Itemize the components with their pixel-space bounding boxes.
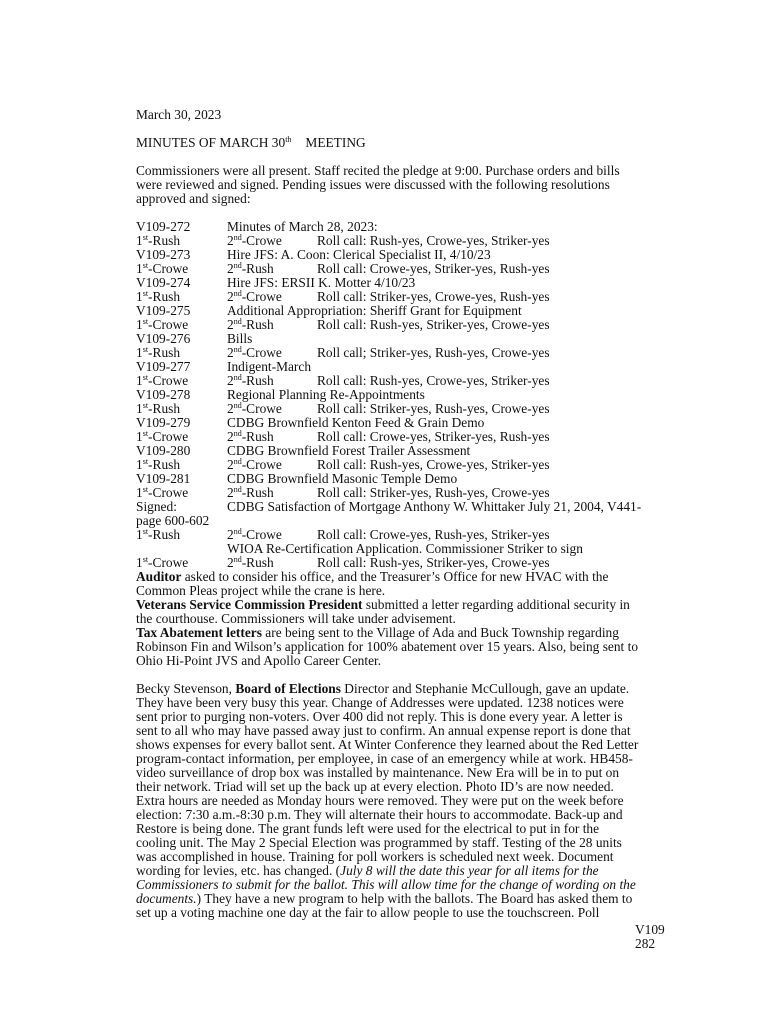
resolution-row <box>136 248 711 262</box>
roll-call: Roll call: Rush-yes, Crowe-yes, Striker-yes <box>317 457 550 472</box>
resolution-desc: Hire JFS: ERSII K. Motter 4/10/23 <box>227 275 416 290</box>
resolution-id: V109-280 <box>136 443 191 458</box>
first-mover: 1st-Rush <box>136 233 181 248</box>
second-mover: 2nd-Crowe <box>227 527 282 542</box>
elections-paragraph: Becky Stevenson, Board of Elections Director and Stephanie McCullough, gave an update. They have been very busy this year. Change of Addresses were updated. 1238 notices were sent prior to purging non-voters. Over 400 did not reply. This is done every year. A letter is sent to all who may have passed away just to confirm. An annual expense report is done that shows expenses for every ballot sent. At Winter Conference they learned about the Red Letter program-contact information, per employee, in case of an emergency while at work. HB458- video surveillance of drop box was installed by maintenance. New Era will be in to put on their network. Triad will set up the back up at every election. Photo ID’s are now needed. Extra hours are needed as Monday hours were removed. They were put on the week before election: 7:30 a.m.-8:30 p.m. They will alternate their hours to accommodate. Back-up and Restore is being done. The grant funds left were used for the electrical to put in for the cooling unit. The May 2 Special Election was programmed by staff. Testing of the 28 units was accomplished in house. Training for poll workers is scheduled next week. Document wording for levies, etc. has changed. (July 8 will the date this year for all items for the Commissioners to submit for the ballot. This will allow time for the change of wording on the documents.) They have a new program to help with the ballots. The Board has asked them to set up a voting machine one day at the fair to allow people to use the touchscreen. Poll <box>136 681 639 920</box>
roll-call: Roll call: Rush-yes, Crowe-yes, Striker-yes <box>317 233 550 248</box>
first-mover: 1st-Crowe <box>136 373 189 388</box>
resolution-row <box>136 444 711 458</box>
resolution-vote-row <box>136 402 711 416</box>
roll-call: Roll call: Striker-yes, Rush-yes, Crowe-yes <box>317 401 550 416</box>
minutes-page <box>136 108 711 920</box>
first-mover: 1st-Crowe <box>136 429 189 444</box>
roll-call: Roll call: Striker-yes, Crowe-yes, Rush-yes <box>317 289 550 304</box>
roll-call: Roll call: Rush-yes, Striker-yes, Crowe-yes <box>317 555 550 570</box>
second-mover: 2nd-Rush <box>227 485 274 500</box>
heading-text: MINUTES OF MARCH 30 <box>136 135 286 150</box>
resolution-desc: Bills <box>227 331 253 346</box>
first-mover: 1st-Rush <box>136 527 181 542</box>
resolution-row <box>136 304 711 318</box>
first-mover: 1st-Crowe <box>136 485 189 500</box>
veterans-bold: Veterans Service Commission President <box>136 597 363 612</box>
resolution-vote-row <box>136 262 711 276</box>
second-mover: 2nd-Rush <box>227 373 274 388</box>
signed-desc-cont: page 600-602 <box>136 513 210 528</box>
resolution-desc: Additional Appropriation: Sheriff Grant for Equipment <box>227 303 522 318</box>
auditor-paragraph: Auditor asked to consider his office, and the Treasurer’s Office for new HVAC with the Common Pleas project while the crane is here. <box>136 569 609 598</box>
resolution-desc: Hire JFS: A. Coon: Clerical Specialist II, 4/10/23 <box>227 247 491 262</box>
resolution-vote-row <box>136 346 711 360</box>
roll-call: Roll call: Rush-yes, Crowe-yes, Striker-yes <box>317 373 550 388</box>
first-mover: 1st-Crowe <box>136 555 189 570</box>
roll-call: Roll call; Striker-yes, Rush-yes, Crowe-yes <box>317 345 550 360</box>
resolution-id: V109-278 <box>136 387 191 402</box>
first-mover: 1st-Rush <box>136 401 181 416</box>
intro-line: approved and signed: <box>136 191 251 206</box>
resolution-vote-row <box>136 290 711 304</box>
second-mover: 2nd-Crowe <box>227 401 282 416</box>
heading-sup: th <box>285 135 292 144</box>
second-mover: 2nd-Crowe <box>227 457 282 472</box>
signed-label: Signed: <box>136 499 177 514</box>
page-footer <box>635 923 665 951</box>
roll-call: Roll call: Crowe-yes, Striker-yes, Rush-yes <box>317 429 550 444</box>
first-mover: 1st-Crowe <box>136 261 189 276</box>
resolution-desc: CDBG Brownfield Kenton Feed & Grain Demo <box>227 415 485 430</box>
resolution-desc: Minutes of March 28, 2023: <box>227 219 378 234</box>
roll-call: Roll call: Crowe-yes, Striker-yes, Rush-yes <box>317 261 550 276</box>
second-mover: 2nd-Rush <box>227 317 274 332</box>
signed-desc: CDBG Satisfaction of Mortgage Anthony W. Whittaker July 21, 2004, V441- <box>227 499 642 514</box>
resolution-vote-row <box>136 234 711 248</box>
roll-call: Roll call: Striker-yes, Rush-yes, Crowe-yes <box>317 485 550 500</box>
resolution-row <box>136 388 711 402</box>
resolution-desc: Regional Planning Re-Appointments <box>227 387 425 402</box>
resolution-id: V109-275 <box>136 303 191 318</box>
roll-call: Roll call: Rush-yes, Striker-yes, Crowe-yes <box>317 317 550 332</box>
resolution-desc: CDBG Brownfield Forest Trailer Assessment <box>227 443 471 458</box>
wioa-row <box>136 542 711 556</box>
signed-row-cont <box>136 514 711 528</box>
resolution-row <box>136 276 711 290</box>
first-mover: 1st-Rush <box>136 289 181 304</box>
resolution-vote-row <box>136 374 711 388</box>
intro-line: were reviewed and signed. Pending issues were discussed with the following resolutions <box>136 177 610 192</box>
resolution-vote-row <box>136 318 711 332</box>
second-mover: 2nd-Rush <box>227 429 274 444</box>
veterans-paragraph: Veterans Service Commission President submitted a letter regarding additional security in the courthouse. Commissioners will take under advisement. <box>136 597 630 626</box>
tax-bold: Tax Abatement letters <box>136 625 262 640</box>
meeting-date: March 30, 2023 <box>136 107 222 122</box>
resolution-row <box>136 332 711 346</box>
second-mover: 2nd-Crowe <box>227 289 282 304</box>
resolution-row <box>136 472 711 486</box>
footer-page: 282 <box>635 936 656 951</box>
first-mover: 1st-Crowe <box>136 317 189 332</box>
resolution-row <box>136 360 711 374</box>
resolution-desc: CDBG Brownfield Masonic Temple Demo <box>227 471 458 486</box>
tax-paragraph: Tax Abatement letters are being sent to the Village of Ada and Buck Township regarding Robinson Fin and Wilson’s application for 100% abatement over 15 years. Also, being sent to Ohio Hi-Point JVS and Apollo Career Center. <box>136 625 639 668</box>
resolution-desc: Indigent-March <box>227 359 312 374</box>
resolution-id: V109-277 <box>136 359 191 374</box>
resolution-vote-row <box>136 486 711 500</box>
second-mover: 2nd-Crowe <box>227 233 282 248</box>
resolution-id: V109-273 <box>136 247 191 262</box>
first-mover: 1st-Rush <box>136 345 181 360</box>
elections-bold: Board of Elections <box>235 681 341 696</box>
intro-line: Commissioners were all present. Staff recited the pledge at 9:00. Purchase orders and bills <box>136 163 620 178</box>
second-mover: 2nd-Crowe <box>227 345 282 360</box>
resolution-row <box>136 220 711 234</box>
resolution-id: V109-274 <box>136 275 191 290</box>
heading-tail: MEETING <box>305 135 366 150</box>
resolution-vote-row <box>136 430 711 444</box>
resolution-vote-row <box>136 458 711 472</box>
resolution-id: V109-272 <box>136 219 191 234</box>
wioa-desc: WIOA Re-Certification Application. Commissioner Striker to sign <box>227 541 583 556</box>
signed-vote-row <box>136 528 711 542</box>
resolution-id: V109-279 <box>136 415 191 430</box>
auditor-bold: Auditor <box>136 569 182 584</box>
signed-row <box>136 500 711 514</box>
resolution-id: V109-276 <box>136 331 191 346</box>
resolution-id: V109-281 <box>136 471 191 486</box>
wioa-vote-row <box>136 556 711 570</box>
resolution-row <box>136 416 711 430</box>
second-mover: 2nd-Rush <box>227 555 274 570</box>
footer-volume: V109 <box>635 922 665 937</box>
roll-call: Roll call: Crowe-yes, Rush-yes, Striker-yes <box>317 527 550 542</box>
page-title <box>136 136 711 150</box>
resolutions-list <box>136 220 711 500</box>
second-mover: 2nd-Rush <box>227 261 274 276</box>
intro-paragraph <box>136 164 711 206</box>
first-mover: 1st-Rush <box>136 457 181 472</box>
